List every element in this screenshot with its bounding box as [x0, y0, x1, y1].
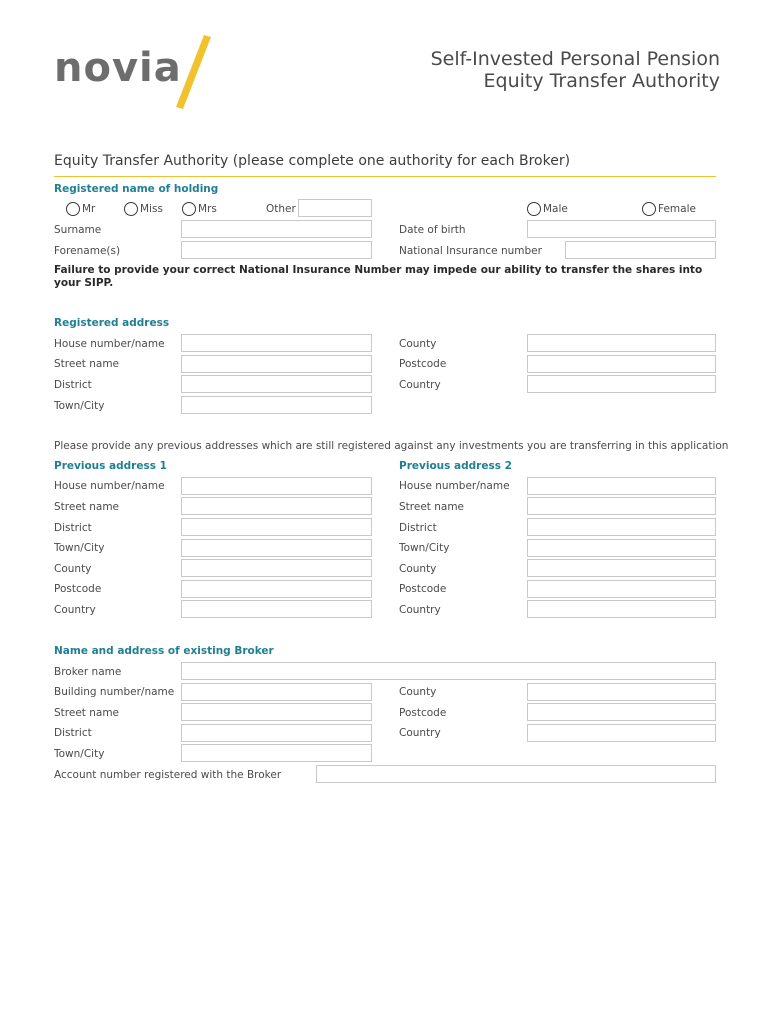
- prev2-town-input[interactable]: [527, 539, 716, 557]
- radio-miss[interactable]: [124, 202, 138, 216]
- title-miss-option[interactable]: Miss: [124, 202, 163, 216]
- radio-mrs[interactable]: [182, 202, 196, 216]
- prev2-street-label: Street name: [399, 501, 465, 513]
- surname-input[interactable]: [181, 220, 372, 238]
- prev2-house-label: House number/name: [399, 480, 510, 492]
- reg-county-label: County: [399, 338, 437, 350]
- prev2-postcode-label: Postcode: [399, 583, 447, 595]
- broker-county-input[interactable]: [527, 683, 716, 701]
- ni-label: National Insurance number: [399, 245, 542, 257]
- page-title: [431, 48, 720, 92]
- broker-name-input[interactable]: [181, 662, 716, 680]
- title-mr-option[interactable]: Mr: [66, 202, 95, 216]
- reg-postcode-label: Postcode: [399, 358, 447, 370]
- reg-house-label: House number/name: [54, 338, 165, 350]
- previous-address-1-heading: Previous address 1: [54, 460, 167, 472]
- prev2-town-label: Town/City: [399, 542, 450, 554]
- broker-heading: Name and address of existing Broker: [54, 645, 274, 657]
- previous-address-note: Please provide any previous addresses which are still registered against any investments you are transferring in this application: [54, 440, 729, 452]
- prev1-county-input[interactable]: [181, 559, 372, 577]
- prev1-district-input[interactable]: [181, 518, 372, 536]
- reg-street-input[interactable]: [181, 355, 372, 373]
- reg-street-label: Street name: [54, 358, 120, 370]
- prev1-street-label: Street name: [54, 501, 120, 513]
- title-line-2: Equity Transfer Authority: [483, 70, 720, 92]
- broker-street-label: Street name: [54, 707, 120, 719]
- prev2-district-input[interactable]: [527, 518, 716, 536]
- prev1-house-label: House number/name: [54, 480, 165, 492]
- broker-town-label: Town/City: [54, 748, 105, 760]
- other-title-input[interactable]: [298, 199, 372, 217]
- broker-postcode-label: Postcode: [399, 707, 447, 719]
- dob-input[interactable]: [527, 220, 716, 238]
- prev2-street-input[interactable]: [527, 497, 716, 515]
- holding-heading: Registered name of holding: [54, 183, 219, 195]
- prev1-town-input[interactable]: [181, 539, 372, 557]
- prev1-house-input[interactable]: [181, 477, 372, 495]
- broker-town-input[interactable]: [181, 744, 372, 762]
- prev1-street-input[interactable]: [181, 497, 372, 515]
- prev2-house-input[interactable]: [527, 477, 716, 495]
- broker-country-label: Country: [399, 727, 441, 739]
- reg-country-input[interactable]: [527, 375, 716, 393]
- prev1-country-label: Country: [54, 604, 96, 616]
- prev1-town-label: Town/City: [54, 542, 105, 554]
- ni-input[interactable]: [565, 241, 716, 259]
- prev2-postcode-input[interactable]: [527, 580, 716, 598]
- prev1-postcode-label: Postcode: [54, 583, 102, 595]
- broker-county-label: County: [399, 686, 437, 698]
- divider-rule: [54, 176, 716, 177]
- reg-district-input[interactable]: [181, 375, 372, 393]
- title-line-1: Self-Invested Personal Pension: [430, 48, 720, 70]
- title-mrs-option[interactable]: Mrs: [182, 202, 217, 216]
- forenames-label: Forename(s): [54, 245, 121, 257]
- other-label: Other: [266, 203, 296, 215]
- reg-country-label: Country: [399, 379, 441, 391]
- prev2-county-input[interactable]: [527, 559, 716, 577]
- reg-town-input[interactable]: [181, 396, 372, 414]
- broker-name-label: Broker name: [54, 666, 122, 678]
- broker-building-label: Building number/name: [54, 686, 175, 698]
- prev1-county-label: County: [54, 563, 92, 575]
- broker-district-input[interactable]: [181, 724, 372, 742]
- broker-street-input[interactable]: [181, 703, 372, 721]
- previous-address-2-heading: Previous address 2: [399, 460, 512, 472]
- prev1-district-label: District: [54, 522, 92, 534]
- prev1-postcode-input[interactable]: [181, 580, 372, 598]
- reg-county-input[interactable]: [527, 334, 716, 352]
- prev2-country-input[interactable]: [527, 600, 716, 618]
- prev2-country-label: Country: [399, 604, 441, 616]
- prev1-country-input[interactable]: [181, 600, 372, 618]
- reg-district-label: District: [54, 379, 92, 391]
- forenames-input[interactable]: [181, 241, 372, 259]
- logo-slash-icon: [174, 33, 214, 113]
- prev2-district-label: District: [399, 522, 437, 534]
- radio-male[interactable]: [527, 202, 541, 216]
- reg-postcode-input[interactable]: [527, 355, 716, 373]
- reg-house-input[interactable]: [181, 334, 372, 352]
- radio-mr[interactable]: [66, 202, 80, 216]
- surname-label: Surname: [54, 224, 102, 236]
- ni-warning: Failure to provide your correct National Insurance Number may impede our ability to transfer the shares into your SIPP.: [54, 264, 703, 289]
- broker-building-input[interactable]: [181, 683, 372, 701]
- gender-male-option[interactable]: Male: [527, 202, 568, 216]
- registered-address-heading: Registered address: [54, 317, 170, 329]
- broker-country-input[interactable]: [527, 724, 716, 742]
- logo-wordmark: novia: [54, 45, 182, 91]
- account-number-label: Account number registered with the Broker: [54, 769, 282, 781]
- radio-female[interactable]: [642, 202, 656, 216]
- dob-label: Date of birth: [399, 224, 466, 236]
- broker-postcode-input[interactable]: [527, 703, 716, 721]
- account-number-input[interactable]: [316, 765, 716, 783]
- prev2-county-label: County: [399, 563, 437, 575]
- broker-district-label: District: [54, 727, 92, 739]
- form-subheading: Equity Transfer Authority (please complete one authority for each Broker): [54, 153, 571, 169]
- gender-female-option[interactable]: Female: [642, 202, 696, 216]
- reg-town-label: Town/City: [54, 400, 105, 412]
